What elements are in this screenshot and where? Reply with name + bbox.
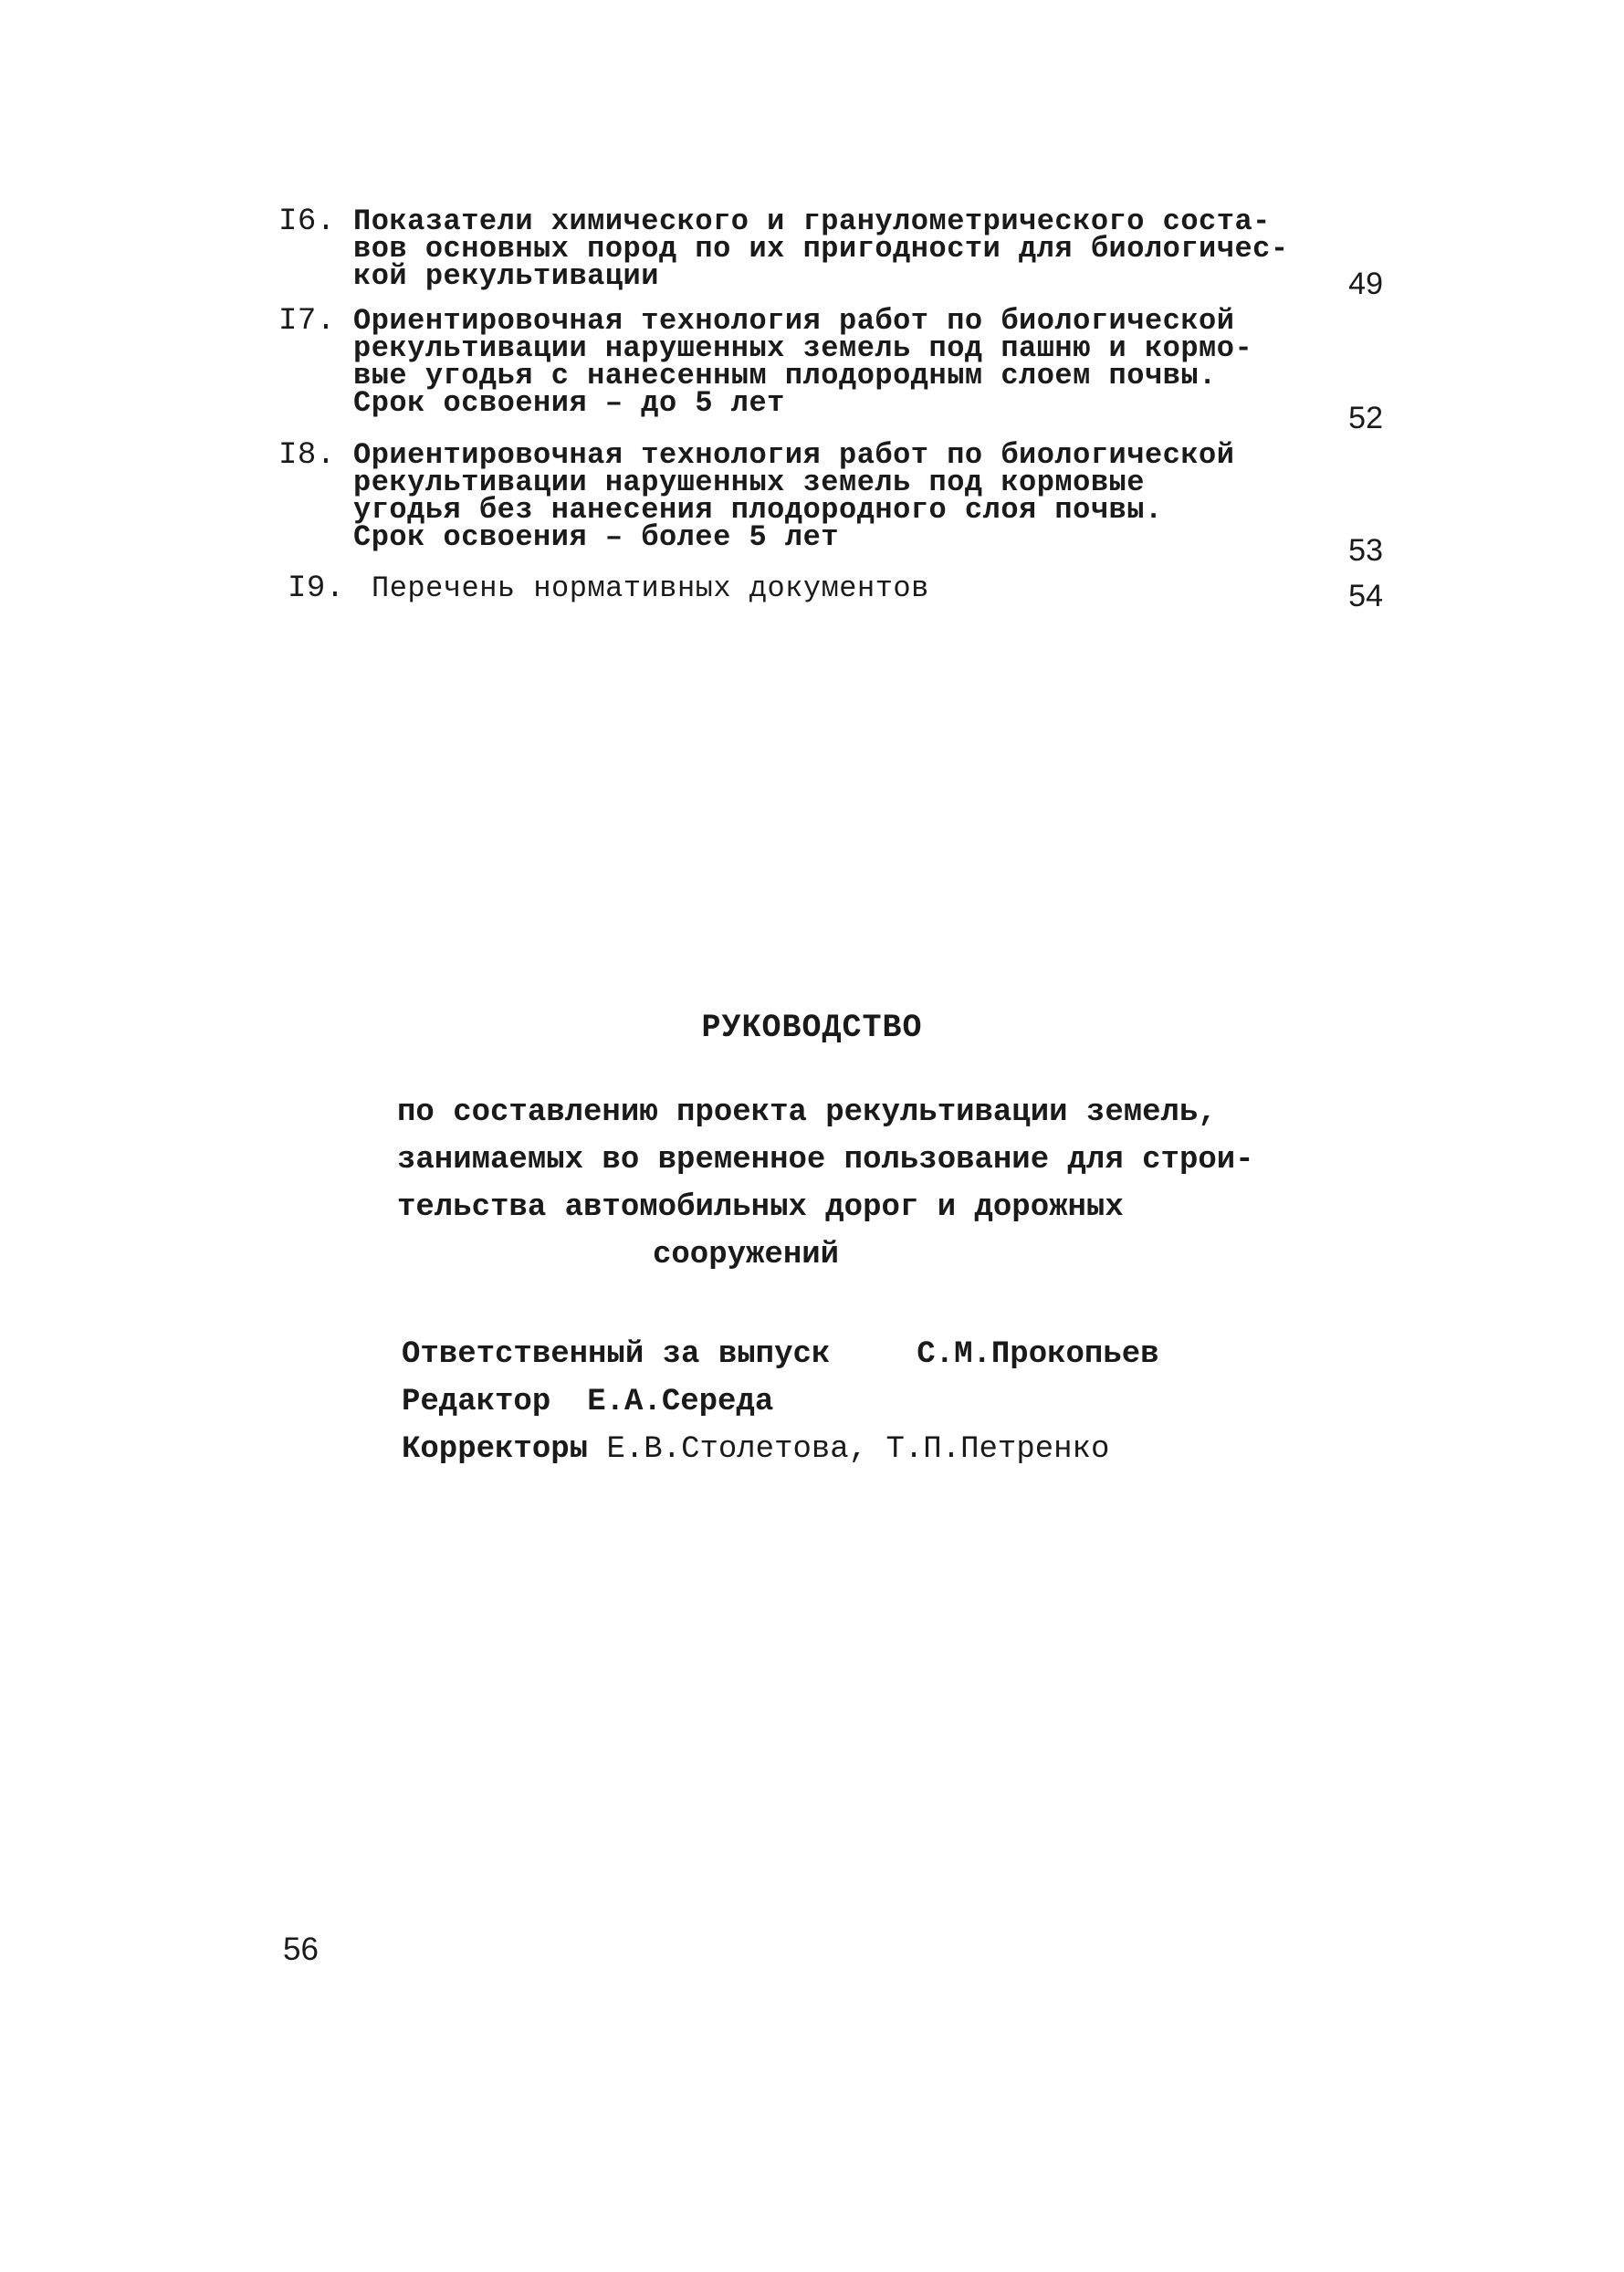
toc-page-number: 54 (1348, 579, 1383, 613)
credit-label: Ответственный за выпуск (402, 1337, 831, 1372)
document-title (397, 1089, 1273, 1279)
title-line: сооружений (653, 1238, 840, 1272)
toc-entry-16 (278, 204, 1383, 301)
toc-title (353, 204, 1294, 293)
toc-entry-17 (278, 304, 1383, 435)
toc-title-line: Ориентировочная технология работ по биологической (353, 438, 1235, 472)
credits (402, 1331, 1315, 1473)
credit-proofreaders (402, 1426, 1315, 1473)
toc-page-number: 52 (1348, 401, 1383, 435)
toc-entry-18 (278, 438, 1383, 568)
toc-title-line: рекультивации нарушенных земель под пашню и кормо- (353, 331, 1253, 365)
toc-title-line: угодья без нанесения плодородного слоя почвы. (353, 493, 1163, 527)
credit-name: Е.В.Столетова, Т.П.Петренко (606, 1432, 1110, 1467)
toc-title-line: Срок освоения – более 5 лет (353, 520, 839, 554)
credit-responsible (402, 1331, 1315, 1378)
toc-title-line: Показатели химического и гранулометрического соста- (353, 204, 1271, 238)
credit-label: Редактор (402, 1385, 551, 1419)
toc-number: I7. (278, 304, 336, 339)
toc-page-number: 53 (1348, 533, 1383, 568)
toc-title-line: рекультивации нарушенных земель под кормовые (353, 466, 1145, 499)
toc-title-line: Ориентировочная технология работ по биологической (353, 304, 1235, 338)
colophon-heading: РУКОВОДСТВО (701, 1010, 923, 1046)
toc-number: I9. (288, 571, 345, 606)
title-line: по составлению проекта рекультивации земель, (397, 1095, 1217, 1130)
toc-title-line: Перечень нормативных документов (372, 571, 929, 605)
title-line: занимаемых во временное пользование для строи- (397, 1143, 1254, 1178)
toc-title-line: кой рекультивации (353, 259, 659, 293)
toc-entry-19 (278, 571, 1383, 613)
title-line: тельства автомобильных дорог и дорожных (397, 1190, 1124, 1225)
credit-name: Е.А.Середа (587, 1385, 774, 1419)
credit-name: С.М.Прокопьев (917, 1337, 1159, 1372)
credit-label: Корректоры (402, 1432, 589, 1467)
toc-title (353, 438, 1294, 554)
toc-title-line: вов основных пород по их пригодности для биологичес- (353, 232, 1289, 266)
toc-number: I8. (278, 438, 336, 473)
toc-title (353, 304, 1294, 420)
credit-editor (402, 1378, 1315, 1426)
toc-page-number: 49 (1348, 267, 1383, 301)
toc-title-line: вые угодья с нанесенным плодородным слоем почвы. (353, 359, 1217, 393)
toc-title (362, 571, 1303, 605)
toc-title-line: Срок освоения – до 5 лет (353, 386, 785, 420)
page-number: 56 (283, 1932, 319, 1967)
toc-number: I6. (278, 204, 336, 239)
